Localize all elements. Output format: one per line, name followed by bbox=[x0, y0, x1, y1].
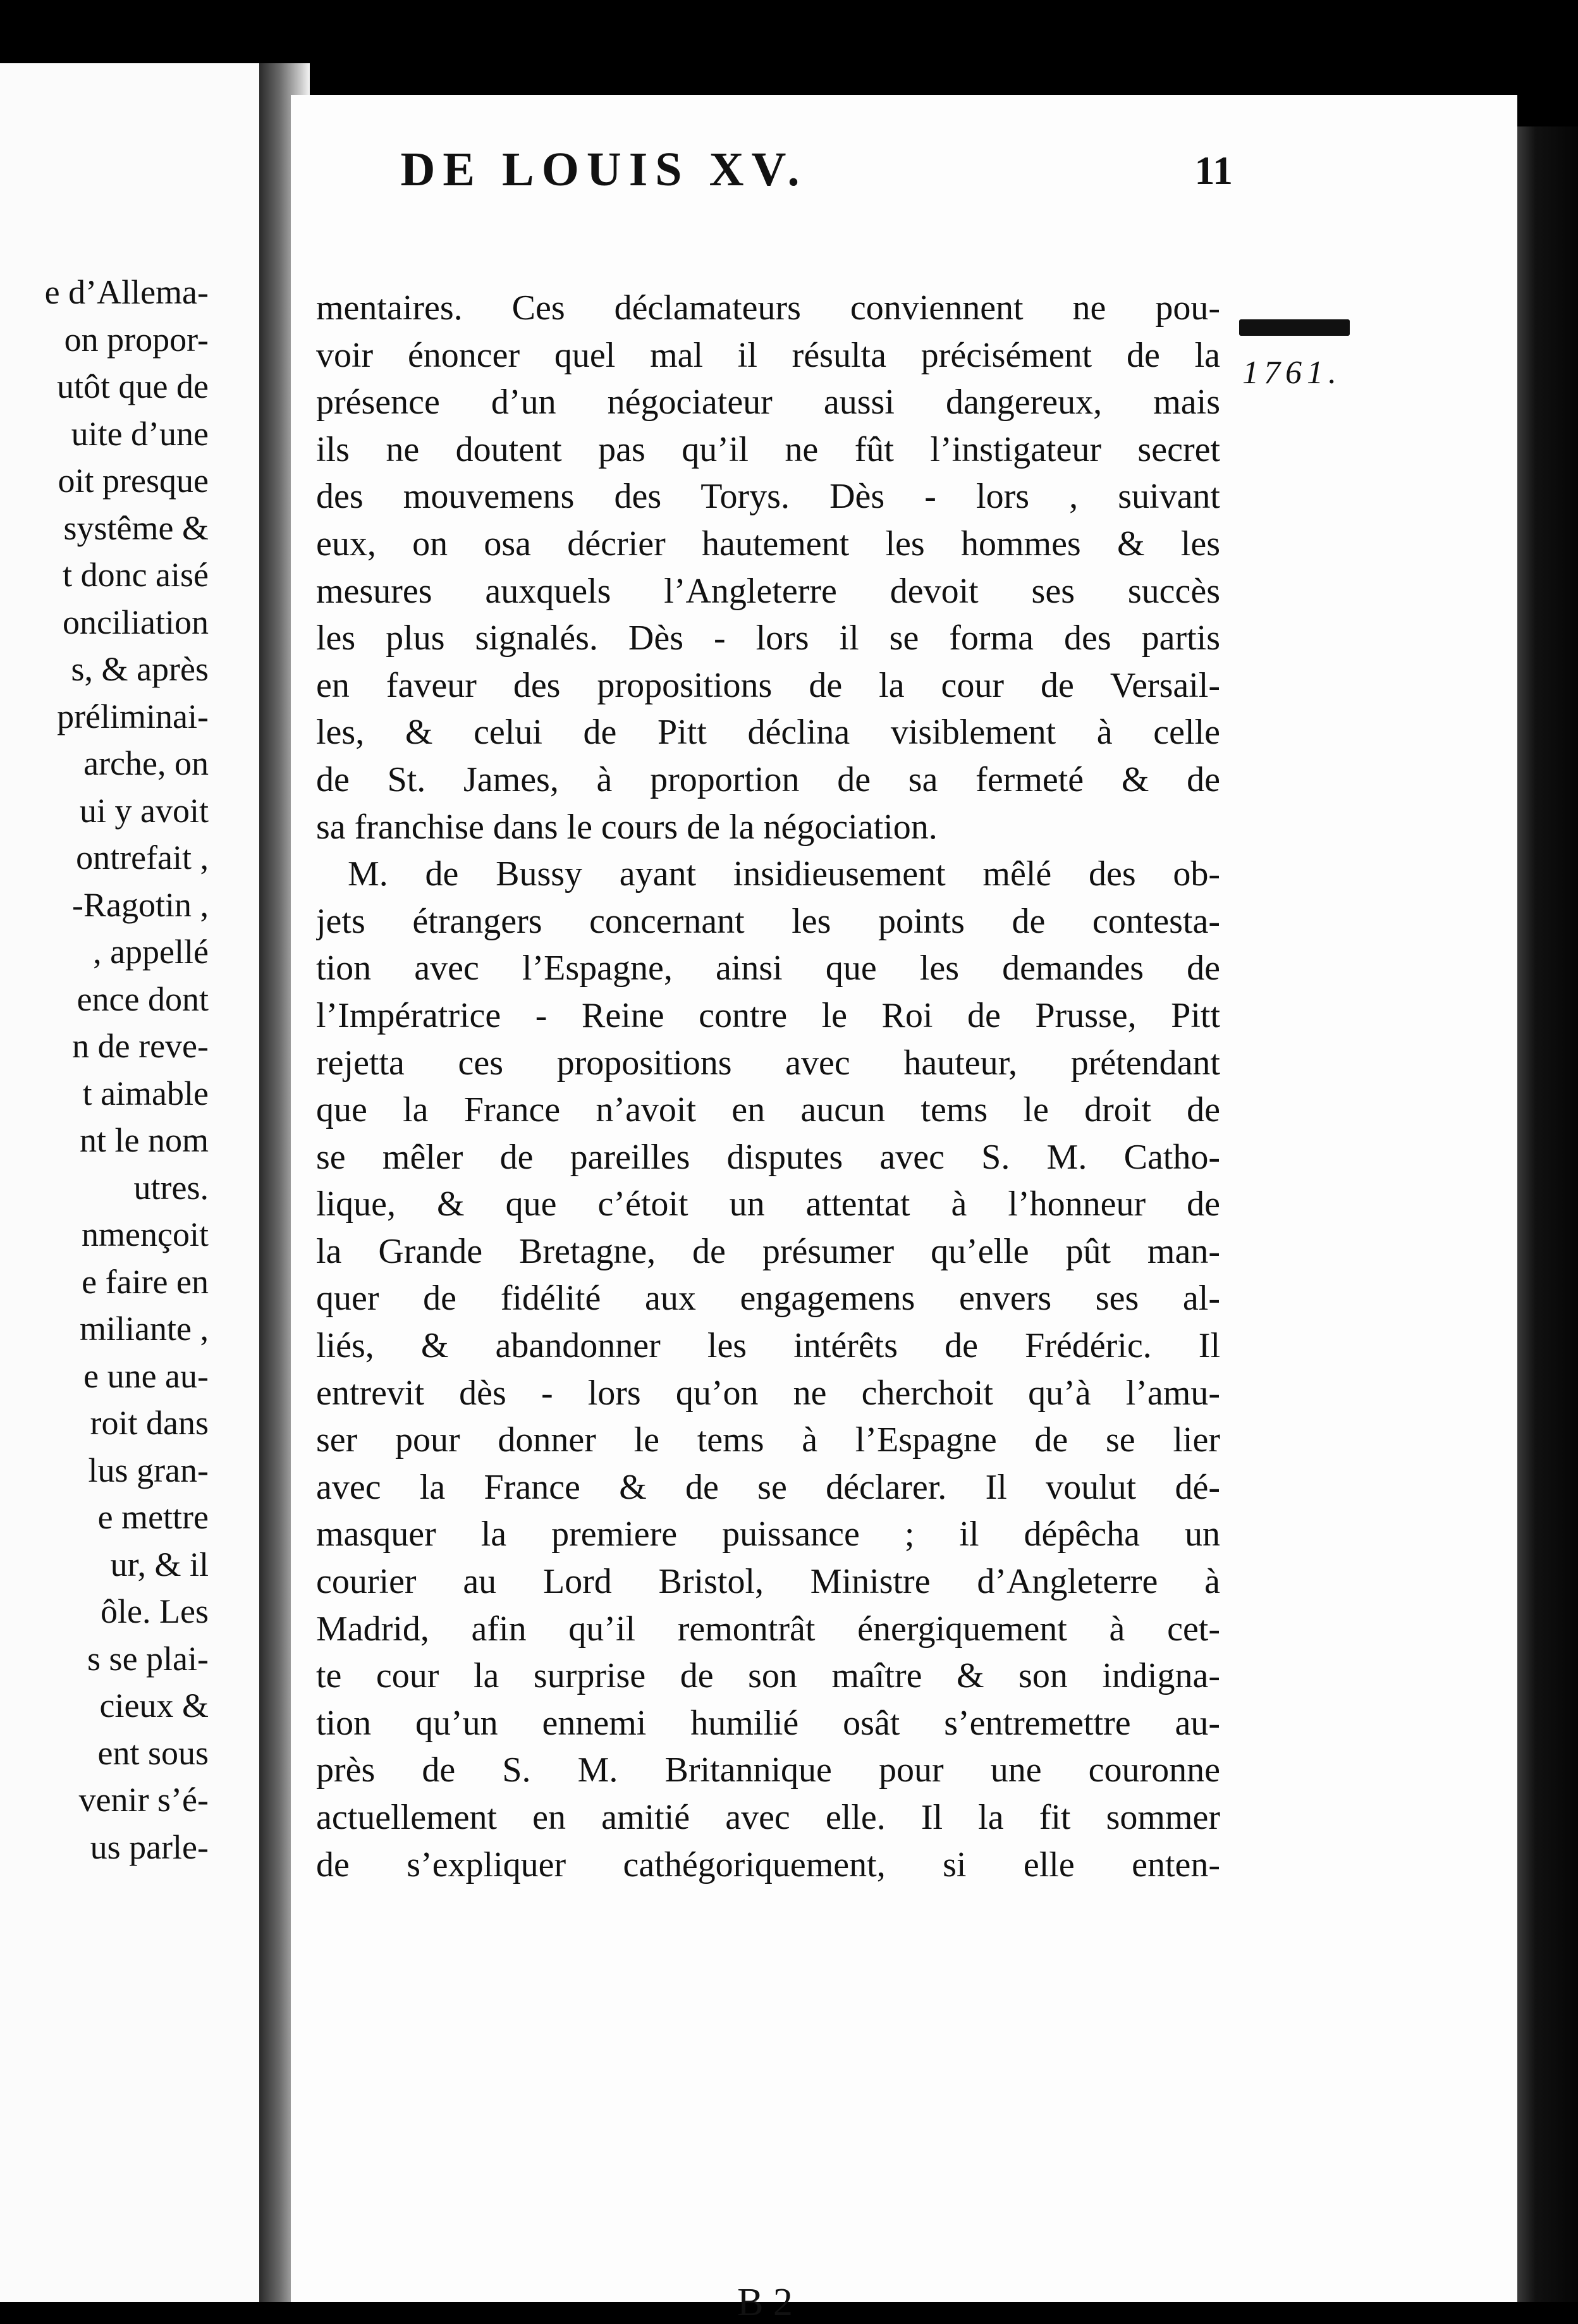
left-page-line: us parle- bbox=[90, 1828, 209, 1866]
left-page-line: e mettre bbox=[97, 1498, 209, 1536]
left-page-line: nt le nom bbox=[80, 1121, 209, 1159]
body-line: actuellement en amitié avec elle. Il la fit sommer bbox=[316, 1798, 1220, 1837]
left-page-line: ontrefait , bbox=[76, 839, 209, 876]
left-page-line: venir s’é- bbox=[78, 1781, 209, 1819]
left-page-line: préliminai- bbox=[57, 697, 209, 735]
body-line: la Grande Bretagne, de présumer qu’elle pût man- bbox=[316, 1231, 1220, 1271]
body-text bbox=[316, 285, 1220, 1888]
left-page-line: systême & bbox=[63, 508, 209, 547]
body-line: près de S. M. Britannique pour une couronne bbox=[316, 1750, 1220, 1790]
left-page-line: ôle. Les bbox=[101, 1592, 209, 1630]
body-line: eux, on osa décrier hautement les hommes & les bbox=[316, 524, 1220, 563]
left-page-line: utres. bbox=[133, 1168, 209, 1207]
body-line: entrevit dès - lors qu’on ne cherchoit qu’à l’amu- bbox=[316, 1373, 1220, 1413]
left-page-line: miliante , bbox=[80, 1310, 209, 1348]
body-line: rejetta ces propositions avec hauteur, prétendant bbox=[316, 1043, 1220, 1083]
body-line: tion avec l’Espagne, ainsi que les demandes de bbox=[316, 949, 1220, 988]
body-line: les, & celui de Pitt déclina visiblement à celle bbox=[316, 713, 1220, 753]
body-line: jets étrangers concernant les points de contesta- bbox=[316, 901, 1220, 941]
left-page-line: e d’Allema- bbox=[44, 273, 209, 311]
left-page-line: arche, on bbox=[83, 744, 209, 782]
body-line: de St. James, à proportion de sa fermeté & de bbox=[316, 759, 1220, 799]
left-page-line: ent sous bbox=[97, 1733, 209, 1772]
left-page-line: s se plai- bbox=[87, 1639, 209, 1678]
running-title: DE LOUIS XV. bbox=[400, 143, 807, 196]
left-page-line: lus gran- bbox=[88, 1451, 209, 1489]
body-line: Madrid, afin qu’il remontrât énergiquement à cet- bbox=[316, 1609, 1220, 1649]
body-line: que la France n’avoit en aucun tems le droit de bbox=[316, 1090, 1220, 1130]
body-line: de s’expliquer cathégoriquement, si elle enten- bbox=[316, 1845, 1220, 1884]
running-head bbox=[272, 142, 1233, 206]
body-line: mentaires. Ces déclamateurs conviennent ne pou- bbox=[316, 288, 1220, 328]
left-page-line: -Ragotin , bbox=[72, 885, 209, 924]
body-line: les plus signalés. Dès - lors il se forma des partis bbox=[316, 618, 1220, 658]
left-page-line: onciliation bbox=[63, 603, 209, 641]
body-line: quer de fidélité aux engagemens envers ses al- bbox=[316, 1279, 1220, 1319]
body-line: tion qu’un ennemi humilié osât s’entremettre au- bbox=[316, 1703, 1220, 1743]
page-edge bbox=[1517, 126, 1578, 2302]
left-page-line: t donc aisé bbox=[63, 556, 209, 594]
signature-mark: B 2 bbox=[737, 2281, 793, 2324]
body-line: masquer la premiere puissance ; il dépêcha un bbox=[316, 1515, 1220, 1554]
left-page-line: ence dont bbox=[76, 980, 209, 1018]
page-number: 11 bbox=[1194, 148, 1233, 193]
left-page-line: ui y avoit bbox=[80, 791, 209, 830]
body-line: courier au Lord Bristol, Ministre d’Angleterre à bbox=[316, 1562, 1220, 1602]
margin-year: 1761. bbox=[1242, 355, 1342, 391]
scan-border-top bbox=[0, 0, 1578, 63]
body-line: mesures auxquels l’Angleterre devoit ses succès bbox=[316, 571, 1220, 611]
body-line: sa franchise dans le cours de la négociation. bbox=[316, 807, 938, 847]
body-line: lique, & que c’étoit un attentat à l’honneur de bbox=[316, 1184, 1220, 1224]
body-line: voir énoncer quel mal il résulta précisément de la bbox=[316, 335, 1220, 375]
margin-rule bbox=[1239, 319, 1350, 336]
left-page-line: n de reve- bbox=[72, 1027, 209, 1065]
body-line: en faveur des propositions de la cour de Versail- bbox=[316, 665, 1220, 705]
left-page-line: , appellé bbox=[93, 933, 209, 971]
body-line: ser pour donner le tems à l’Espagne de se lier bbox=[316, 1420, 1220, 1460]
left-page-line: e une au- bbox=[83, 1356, 209, 1395]
left-page-text bbox=[0, 269, 259, 1871]
left-page-line: oit presque bbox=[58, 462, 209, 500]
left-page-line: t aimable bbox=[82, 1074, 209, 1112]
body-line: te cour la surprise de son maître & son indigna- bbox=[316, 1656, 1220, 1696]
left-page-line: utôt que de bbox=[57, 367, 209, 405]
left-page-line: ur, & il bbox=[110, 1545, 209, 1583]
left-page-line: e faire en bbox=[82, 1262, 209, 1301]
body-line: avec la France & de se déclarer. Il voulut dé- bbox=[316, 1467, 1220, 1507]
body-line: présence d’un négociateur aussi dangereux, mais bbox=[316, 383, 1220, 422]
body-line: des mouvemens des Torys. Dès - lors , suivant bbox=[316, 477, 1220, 517]
left-page-line: s, & après bbox=[71, 650, 209, 688]
body-line: l’Impératrice - Reine contre le Roi de Prusse, Pitt bbox=[316, 995, 1220, 1035]
left-page-line: on propor- bbox=[64, 320, 209, 359]
left-page-line: uite d’une bbox=[71, 414, 209, 453]
body-line: se mêler de pareilles disputes avec S. M. Catho- bbox=[316, 1137, 1220, 1177]
body-line: liés, & abandonner les intérêts de Frédéric. Il bbox=[316, 1326, 1220, 1366]
left-page-line: nmençoit bbox=[82, 1215, 209, 1253]
body-line: ils ne doutent pas qu’il ne fût l’instigateur secret bbox=[316, 429, 1220, 469]
left-page-line: roit dans bbox=[90, 1404, 209, 1442]
left-page bbox=[0, 63, 259, 2302]
body-line: M. de Bussy ayant insidieusement mêlé des ob- bbox=[348, 854, 1220, 894]
left-page-line: cieux & bbox=[99, 1687, 209, 1725]
